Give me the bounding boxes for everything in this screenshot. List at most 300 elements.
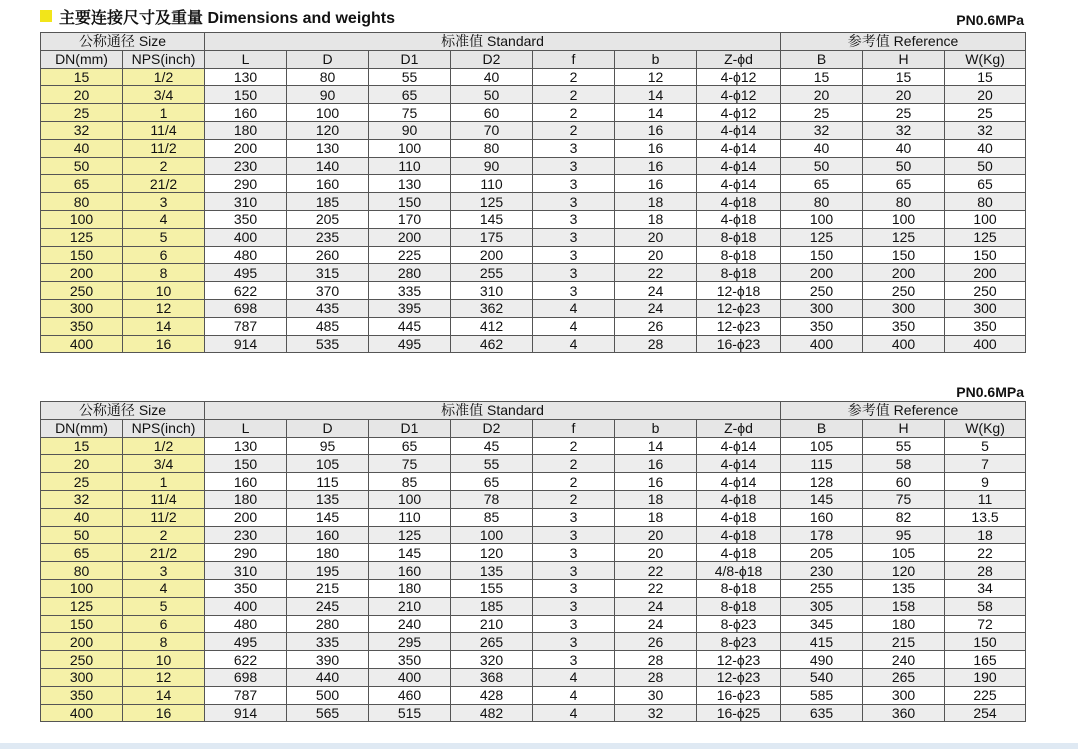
table-cell: 350 bbox=[945, 317, 1026, 335]
table-cell: 305 bbox=[781, 597, 863, 615]
table-cell: 125 bbox=[863, 228, 945, 246]
table-cell: 125 bbox=[451, 193, 533, 211]
table-cell: 165 bbox=[945, 651, 1026, 669]
table-cell: 80 bbox=[945, 193, 1026, 211]
table-cell: 480 bbox=[205, 615, 287, 633]
table-cell: 4-ϕ12 bbox=[697, 86, 781, 104]
table-cell: 24 bbox=[615, 597, 697, 615]
table-cell: 300 bbox=[781, 299, 863, 317]
table-cell: 3 bbox=[533, 597, 615, 615]
table-cell: 22 bbox=[615, 562, 697, 580]
table-cell: 2 bbox=[533, 473, 615, 491]
pressure-label-2: PN0.6MPa bbox=[956, 384, 1024, 400]
table-cell: 300 bbox=[863, 299, 945, 317]
table-cell: 5 bbox=[123, 228, 205, 246]
table-row bbox=[41, 668, 1026, 686]
column-header: NPS(inch) bbox=[123, 50, 205, 68]
table-cell: 215 bbox=[863, 633, 945, 651]
column-header: D bbox=[287, 419, 369, 437]
table-cell: 4-ϕ14 bbox=[697, 121, 781, 139]
table-cell: 370 bbox=[287, 282, 369, 300]
table-cell: 4-ϕ12 bbox=[697, 68, 781, 86]
table-cell: 320 bbox=[451, 651, 533, 669]
table-cell: 175 bbox=[451, 228, 533, 246]
column-header: D2 bbox=[451, 50, 533, 68]
table-cell: 250 bbox=[41, 651, 123, 669]
table-cell: 265 bbox=[451, 633, 533, 651]
table-cell: 125 bbox=[369, 526, 451, 544]
table-cell: 8-ϕ18 bbox=[697, 246, 781, 264]
table-cell: 310 bbox=[451, 282, 533, 300]
table-cell: 75 bbox=[863, 490, 945, 508]
table-row bbox=[41, 544, 1026, 562]
table-cell: 12-ϕ18 bbox=[697, 282, 781, 300]
table-cell: 698 bbox=[205, 299, 287, 317]
table-cell: 490 bbox=[781, 651, 863, 669]
table-cell: 400 bbox=[781, 335, 863, 353]
table-cell: 360 bbox=[863, 704, 945, 722]
table-cell: 120 bbox=[451, 544, 533, 562]
table-cell: 4 bbox=[533, 335, 615, 353]
table-cell: 100 bbox=[781, 210, 863, 228]
table-cell: 95 bbox=[287, 437, 369, 455]
table-cell: 240 bbox=[863, 651, 945, 669]
table-row bbox=[41, 121, 1026, 139]
table-cell: 635 bbox=[781, 704, 863, 722]
table-cell: 40 bbox=[41, 508, 123, 526]
table-row bbox=[41, 264, 1026, 282]
size-group-header: 公称通径 Size bbox=[41, 402, 205, 420]
table-cell: 200 bbox=[945, 264, 1026, 282]
table-cell: 565 bbox=[287, 704, 369, 722]
table-cell: 8 bbox=[123, 264, 205, 282]
table-cell: 32 bbox=[945, 121, 1026, 139]
table-cell: 4-ϕ12 bbox=[697, 104, 781, 122]
table-cell: 3 bbox=[533, 210, 615, 228]
table-cell: 3 bbox=[533, 157, 615, 175]
table-cell: 135 bbox=[863, 579, 945, 597]
table-cell: 18 bbox=[615, 210, 697, 228]
table-cell: 65 bbox=[41, 175, 123, 193]
table-cell: 495 bbox=[369, 335, 451, 353]
table-cell: 440 bbox=[287, 668, 369, 686]
table-cell: 250 bbox=[863, 282, 945, 300]
table-cell: 12-ϕ23 bbox=[697, 651, 781, 669]
table-cell: 415 bbox=[781, 633, 863, 651]
table-cell: 368 bbox=[451, 668, 533, 686]
table-cell: 255 bbox=[451, 264, 533, 282]
table-cell: 60 bbox=[451, 104, 533, 122]
table-cell: 135 bbox=[451, 562, 533, 580]
table-cell: 21/2 bbox=[123, 544, 205, 562]
table-cell: 260 bbox=[287, 246, 369, 264]
table-cell: 4-ϕ18 bbox=[697, 193, 781, 211]
column-header: f bbox=[533, 50, 615, 68]
table-cell: 3 bbox=[533, 175, 615, 193]
table-cell: 50 bbox=[41, 526, 123, 544]
table-cell: 160 bbox=[781, 508, 863, 526]
table-cell: 8-ϕ18 bbox=[697, 579, 781, 597]
table-cell: 412 bbox=[451, 317, 533, 335]
column-header: b bbox=[615, 419, 697, 437]
table-cell: 1 bbox=[123, 473, 205, 491]
table-row bbox=[41, 615, 1026, 633]
table-cell: 100 bbox=[945, 210, 1026, 228]
table-cell: 400 bbox=[41, 704, 123, 722]
table-cell: 24 bbox=[615, 299, 697, 317]
table-cell: 18 bbox=[945, 526, 1026, 544]
table-row bbox=[41, 175, 1026, 193]
table-cell: 180 bbox=[205, 490, 287, 508]
table-cell: 72 bbox=[945, 615, 1026, 633]
table-cell: 25 bbox=[781, 104, 863, 122]
table-cell: 20 bbox=[781, 86, 863, 104]
table-cell: 11/4 bbox=[123, 121, 205, 139]
table-cell: 28 bbox=[615, 668, 697, 686]
table-cell: 22 bbox=[615, 579, 697, 597]
table-cell: 15 bbox=[781, 68, 863, 86]
table-cell: 787 bbox=[205, 686, 287, 704]
table-cell: 787 bbox=[205, 317, 287, 335]
table-cell: 16 bbox=[615, 473, 697, 491]
table-cell: 225 bbox=[945, 686, 1026, 704]
table-cell: 3/4 bbox=[123, 86, 205, 104]
table-cell: 200 bbox=[205, 508, 287, 526]
table-cell: 115 bbox=[287, 473, 369, 491]
table-cell: 16-ϕ23 bbox=[697, 335, 781, 353]
table-cell: 2 bbox=[533, 455, 615, 473]
table-cell: 170 bbox=[369, 210, 451, 228]
table-row bbox=[41, 228, 1026, 246]
table-cell: 6 bbox=[123, 615, 205, 633]
table-cell: 32 bbox=[41, 490, 123, 508]
table-cell: 3 bbox=[533, 508, 615, 526]
table-cell: 400 bbox=[205, 597, 287, 615]
table-cell: 485 bbox=[287, 317, 369, 335]
table-cell: 160 bbox=[205, 104, 287, 122]
table-cell: 50 bbox=[451, 86, 533, 104]
table-cell: 3 bbox=[533, 139, 615, 157]
table-cell: 350 bbox=[863, 317, 945, 335]
table-cell: 3 bbox=[533, 579, 615, 597]
table-cell: 11/2 bbox=[123, 139, 205, 157]
table-cell: 250 bbox=[945, 282, 1026, 300]
table-cell: 540 bbox=[781, 668, 863, 686]
column-header: W(Kg) bbox=[945, 419, 1026, 437]
table-cell: 12 bbox=[123, 299, 205, 317]
table-cell: 290 bbox=[205, 544, 287, 562]
column-header: W(Kg) bbox=[945, 50, 1026, 68]
table-cell: 4-ϕ14 bbox=[697, 139, 781, 157]
table-cell: 210 bbox=[369, 597, 451, 615]
table-cell: 250 bbox=[41, 282, 123, 300]
table-cell: 2 bbox=[123, 157, 205, 175]
table-cell: 145 bbox=[451, 210, 533, 228]
table-cell: 240 bbox=[369, 615, 451, 633]
table-cell: 4-ϕ18 bbox=[697, 508, 781, 526]
table-cell: 3 bbox=[533, 651, 615, 669]
table-cell: 18 bbox=[615, 508, 697, 526]
table-cell: 28 bbox=[945, 562, 1026, 580]
table-cell: 3 bbox=[533, 282, 615, 300]
table-cell: 230 bbox=[781, 562, 863, 580]
table-cell: 22 bbox=[945, 544, 1026, 562]
table-cell: 300 bbox=[41, 299, 123, 317]
table-cell: 395 bbox=[369, 299, 451, 317]
table-cell: 40 bbox=[781, 139, 863, 157]
table-cell: 50 bbox=[863, 157, 945, 175]
table-row bbox=[41, 579, 1026, 597]
table-cell: 4-ϕ14 bbox=[697, 437, 781, 455]
table-cell: 4-ϕ14 bbox=[697, 175, 781, 193]
table-cell: 15 bbox=[945, 68, 1026, 86]
table-row bbox=[41, 562, 1026, 580]
table-cell: 40 bbox=[41, 139, 123, 157]
table-cell: 65 bbox=[781, 175, 863, 193]
table-cell: 10 bbox=[123, 282, 205, 300]
table-cell: 185 bbox=[451, 597, 533, 615]
column-header: H bbox=[863, 50, 945, 68]
table-cell: 245 bbox=[287, 597, 369, 615]
table-cell: 80 bbox=[863, 193, 945, 211]
table-row bbox=[41, 651, 1026, 669]
table-cell: 12 bbox=[615, 68, 697, 86]
table-cell: 25 bbox=[945, 104, 1026, 122]
column-header-row bbox=[41, 50, 1026, 68]
table-cell: 265 bbox=[863, 668, 945, 686]
table-cell: 160 bbox=[205, 473, 287, 491]
table-cell: 16-ϕ23 bbox=[697, 686, 781, 704]
table-cell: 78 bbox=[451, 490, 533, 508]
table-cell: 150 bbox=[41, 615, 123, 633]
table-cell: 125 bbox=[41, 228, 123, 246]
table-cell: 622 bbox=[205, 651, 287, 669]
table-row bbox=[41, 508, 1026, 526]
table-cell: 295 bbox=[369, 633, 451, 651]
reference-group-header: 参考值 Reference bbox=[781, 402, 1026, 420]
table-cell: 14 bbox=[123, 686, 205, 704]
table-cell: 315 bbox=[287, 264, 369, 282]
table-cell: 18 bbox=[615, 490, 697, 508]
table-cell: 15 bbox=[41, 68, 123, 86]
table-cell: 16 bbox=[615, 455, 697, 473]
table-cell: 914 bbox=[205, 704, 287, 722]
table-cell: 495 bbox=[205, 633, 287, 651]
table-cell: 4 bbox=[123, 579, 205, 597]
table-cell: 5 bbox=[945, 437, 1026, 455]
table-cell: 65 bbox=[863, 175, 945, 193]
heading-text: 主要连接尺寸及重量 Dimensions and weights bbox=[59, 9, 396, 27]
table-cell: 350 bbox=[369, 651, 451, 669]
table-cell: 130 bbox=[369, 175, 451, 193]
table-cell: 70 bbox=[451, 121, 533, 139]
table-cell: 254 bbox=[945, 704, 1026, 722]
column-header: D2 bbox=[451, 419, 533, 437]
table-cell: 4 bbox=[533, 704, 615, 722]
table-cell: 585 bbox=[781, 686, 863, 704]
bottom-bar bbox=[0, 743, 1078, 749]
table-cell: 12-ϕ23 bbox=[697, 299, 781, 317]
table-cell: 100 bbox=[41, 579, 123, 597]
table-row bbox=[41, 68, 1026, 86]
table-cell: 105 bbox=[287, 455, 369, 473]
column-header: NPS(inch) bbox=[123, 419, 205, 437]
table-cell: 300 bbox=[863, 686, 945, 704]
table-cell: 4 bbox=[533, 317, 615, 335]
heading-square-icon bbox=[40, 10, 52, 22]
table-cell: 3 bbox=[533, 264, 615, 282]
standard-group-header: 标准值 Standard bbox=[205, 402, 781, 420]
table-row bbox=[41, 282, 1026, 300]
table-cell: 2 bbox=[533, 86, 615, 104]
table-cell: 290 bbox=[205, 175, 287, 193]
table-cell: 180 bbox=[863, 615, 945, 633]
table-cell: 75 bbox=[369, 104, 451, 122]
table-cell: 120 bbox=[863, 562, 945, 580]
table-cell: 200 bbox=[369, 228, 451, 246]
table-cell: 400 bbox=[369, 668, 451, 686]
column-header: L bbox=[205, 50, 287, 68]
table-cell: 10 bbox=[123, 651, 205, 669]
table-cell: 16 bbox=[123, 704, 205, 722]
table-cell: 135 bbox=[287, 490, 369, 508]
column-header: DN(mm) bbox=[41, 50, 123, 68]
table-cell: 255 bbox=[781, 579, 863, 597]
table-body bbox=[41, 437, 1026, 722]
table-cell: 140 bbox=[287, 157, 369, 175]
table-row bbox=[41, 86, 1026, 104]
table-cell: 32 bbox=[615, 704, 697, 722]
table-cell: 8-ϕ18 bbox=[697, 597, 781, 615]
table-row bbox=[41, 299, 1026, 317]
table-cell: 58 bbox=[945, 597, 1026, 615]
table-cell: 16 bbox=[615, 139, 697, 157]
table-cell: 14 bbox=[123, 317, 205, 335]
column-header: DN(mm) bbox=[41, 419, 123, 437]
table-cell: 1/2 bbox=[123, 68, 205, 86]
table-cell: 80 bbox=[41, 562, 123, 580]
table-cell: 400 bbox=[863, 335, 945, 353]
table-cell: 205 bbox=[287, 210, 369, 228]
table-cell: 8 bbox=[123, 633, 205, 651]
table-cell: 3 bbox=[533, 228, 615, 246]
table-cell: 8-ϕ23 bbox=[697, 615, 781, 633]
table-cell: 65 bbox=[369, 437, 451, 455]
table-cell: 1 bbox=[123, 104, 205, 122]
table-cell: 3 bbox=[533, 526, 615, 544]
column-header: L bbox=[205, 419, 287, 437]
table-cell: 16 bbox=[615, 175, 697, 193]
table-cell: 20 bbox=[41, 455, 123, 473]
table-cell: 20 bbox=[615, 544, 697, 562]
column-header: D1 bbox=[369, 50, 451, 68]
table-cell: 16 bbox=[615, 121, 697, 139]
table-cell: 4-ϕ18 bbox=[697, 544, 781, 562]
table-cell: 515 bbox=[369, 704, 451, 722]
column-header-row bbox=[41, 419, 1026, 437]
table-row bbox=[41, 597, 1026, 615]
table-cell: 24 bbox=[615, 615, 697, 633]
table-cell: 100 bbox=[369, 139, 451, 157]
table-cell: 160 bbox=[287, 175, 369, 193]
table-cell: 105 bbox=[781, 437, 863, 455]
table-cell: 180 bbox=[205, 121, 287, 139]
table-cell: 180 bbox=[287, 544, 369, 562]
table-cell: 50 bbox=[41, 157, 123, 175]
table-row bbox=[41, 473, 1026, 491]
table-cell: 115 bbox=[781, 455, 863, 473]
table-cell: 4-ϕ18 bbox=[697, 526, 781, 544]
table-cell: 110 bbox=[451, 175, 533, 193]
table-cell: 18 bbox=[615, 193, 697, 211]
table-cell: 25 bbox=[41, 104, 123, 122]
table-cell: 125 bbox=[945, 228, 1026, 246]
table-cell: 13.5 bbox=[945, 508, 1026, 526]
table-cell: 14 bbox=[615, 437, 697, 455]
table-row bbox=[41, 526, 1026, 544]
column-header: B bbox=[781, 50, 863, 68]
table-cell: 3 bbox=[123, 562, 205, 580]
table-cell: 4 bbox=[533, 668, 615, 686]
table-cell: 7 bbox=[945, 455, 1026, 473]
table-cell: 235 bbox=[287, 228, 369, 246]
table-cell: 195 bbox=[287, 562, 369, 580]
table-cell: 4-ϕ14 bbox=[697, 473, 781, 491]
table-cell: 90 bbox=[287, 86, 369, 104]
table-cell: 400 bbox=[205, 228, 287, 246]
table-cell: 200 bbox=[451, 246, 533, 264]
table-cell: 90 bbox=[369, 121, 451, 139]
table-cell: 4-ϕ18 bbox=[697, 210, 781, 228]
table-cell: 82 bbox=[863, 508, 945, 526]
table-row bbox=[41, 490, 1026, 508]
table-cell: 16 bbox=[123, 335, 205, 353]
table-cell: 60 bbox=[863, 473, 945, 491]
table-cell: 32 bbox=[781, 121, 863, 139]
table-cell: 2 bbox=[533, 121, 615, 139]
table-cell: 55 bbox=[451, 455, 533, 473]
table-cell: 4-ϕ14 bbox=[697, 157, 781, 175]
table-cell: 16-ϕ25 bbox=[697, 704, 781, 722]
table-cell: 350 bbox=[205, 579, 287, 597]
table-row bbox=[41, 686, 1026, 704]
table-cell: 2 bbox=[533, 68, 615, 86]
table-cell: 28 bbox=[615, 335, 697, 353]
table-cell: 210 bbox=[451, 615, 533, 633]
table-row bbox=[41, 704, 1026, 722]
table-row bbox=[41, 437, 1026, 455]
table-cell: 8-ϕ18 bbox=[697, 228, 781, 246]
table-row bbox=[41, 139, 1026, 157]
table-cell: 3/4 bbox=[123, 455, 205, 473]
table-cell: 2 bbox=[533, 490, 615, 508]
table-cell: 110 bbox=[369, 508, 451, 526]
table-cell: 4/8-ϕ18 bbox=[697, 562, 781, 580]
table-cell: 495 bbox=[205, 264, 287, 282]
table-cell: 190 bbox=[945, 668, 1026, 686]
dimensions-table-2 bbox=[40, 401, 1026, 722]
table-cell: 400 bbox=[41, 335, 123, 353]
table-cell: 145 bbox=[369, 544, 451, 562]
table-cell: 25 bbox=[863, 104, 945, 122]
table-cell: 200 bbox=[781, 264, 863, 282]
table-cell: 125 bbox=[781, 228, 863, 246]
table-cell: 28 bbox=[615, 651, 697, 669]
table-cell: 8-ϕ18 bbox=[697, 264, 781, 282]
table-cell: 80 bbox=[451, 139, 533, 157]
table-cell: 335 bbox=[287, 633, 369, 651]
table-cell: 250 bbox=[781, 282, 863, 300]
